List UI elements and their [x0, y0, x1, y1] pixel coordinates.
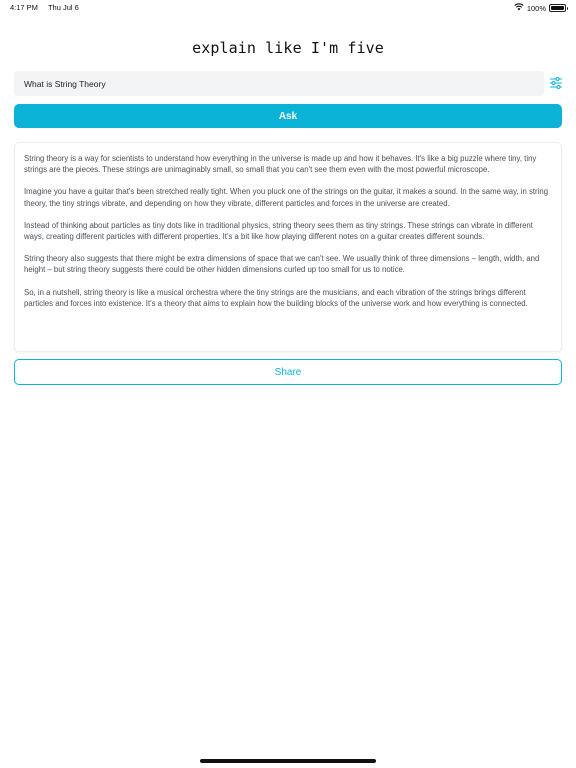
search-row: [14, 71, 563, 96]
battery-fill: [551, 6, 564, 10]
status-date: Thu Jul 6: [47, 3, 79, 12]
answer-paragraph: String theory also suggests that there might be extra dimensions of space that we can't see. We usually think of three dimensions – length, width, and height – but string theory suggests there could be other hidden dimensions curled up too small for us to notice.: [24, 254, 540, 275]
answer-card: [14, 142, 562, 352]
app-title: explain like I'm five: [192, 39, 384, 57]
answer-paragraph: Instead of thinking about particles as tiny dots like in traditional physics, string theory sees them as tiny strings. These strings can vibrate in different ways, creating different particles with different properties. It's a bit like how playing different notes on a guitar creates different sounds.: [24, 220, 533, 242]
share-button[interactable]: Share: [14, 359, 562, 385]
status-bar: [0, 0, 576, 16]
answer-paragraph: Imagine you have a guitar that's been stretched really tight. When you pluck one of the strings on the guitar, it makes a sound. In the same way, in string theory, the tiny strings vibrate, and depending on how they vibrate, different particles and forces in the universe are created.: [24, 187, 549, 208]
wifi-icon: [514, 3, 524, 13]
question-input[interactable]: [14, 71, 544, 96]
answer-paragraph: So, in a nutshell, string theory is like a musical orchestra where the tiny strings are the musicians, and each vibration of the strings brings different particles and forces into existence. It's a theory that aims to explain how the building blocks of the universe work and how everything is connected.: [24, 287, 528, 308]
status-time: 4:17 PM: [10, 3, 38, 12]
sliders-icon[interactable]: [549, 76, 563, 90]
battery-icon: [549, 4, 566, 12]
status-left: [10, 3, 79, 12]
answer-paragraph: String theory is a way for scientists to understand how everything in the universe is made up and how it behaves. It's like a big puzzle where tiny, tiny strings are the pieces. These strings are unimaginably small, so small that you can't see them even with the most powerful microscope.: [24, 154, 537, 175]
home-indicator: [200, 759, 376, 763]
battery-percent: 100%: [526, 3, 546, 13]
status-right: [514, 3, 566, 13]
ask-button[interactable]: Ask: [14, 104, 562, 128]
